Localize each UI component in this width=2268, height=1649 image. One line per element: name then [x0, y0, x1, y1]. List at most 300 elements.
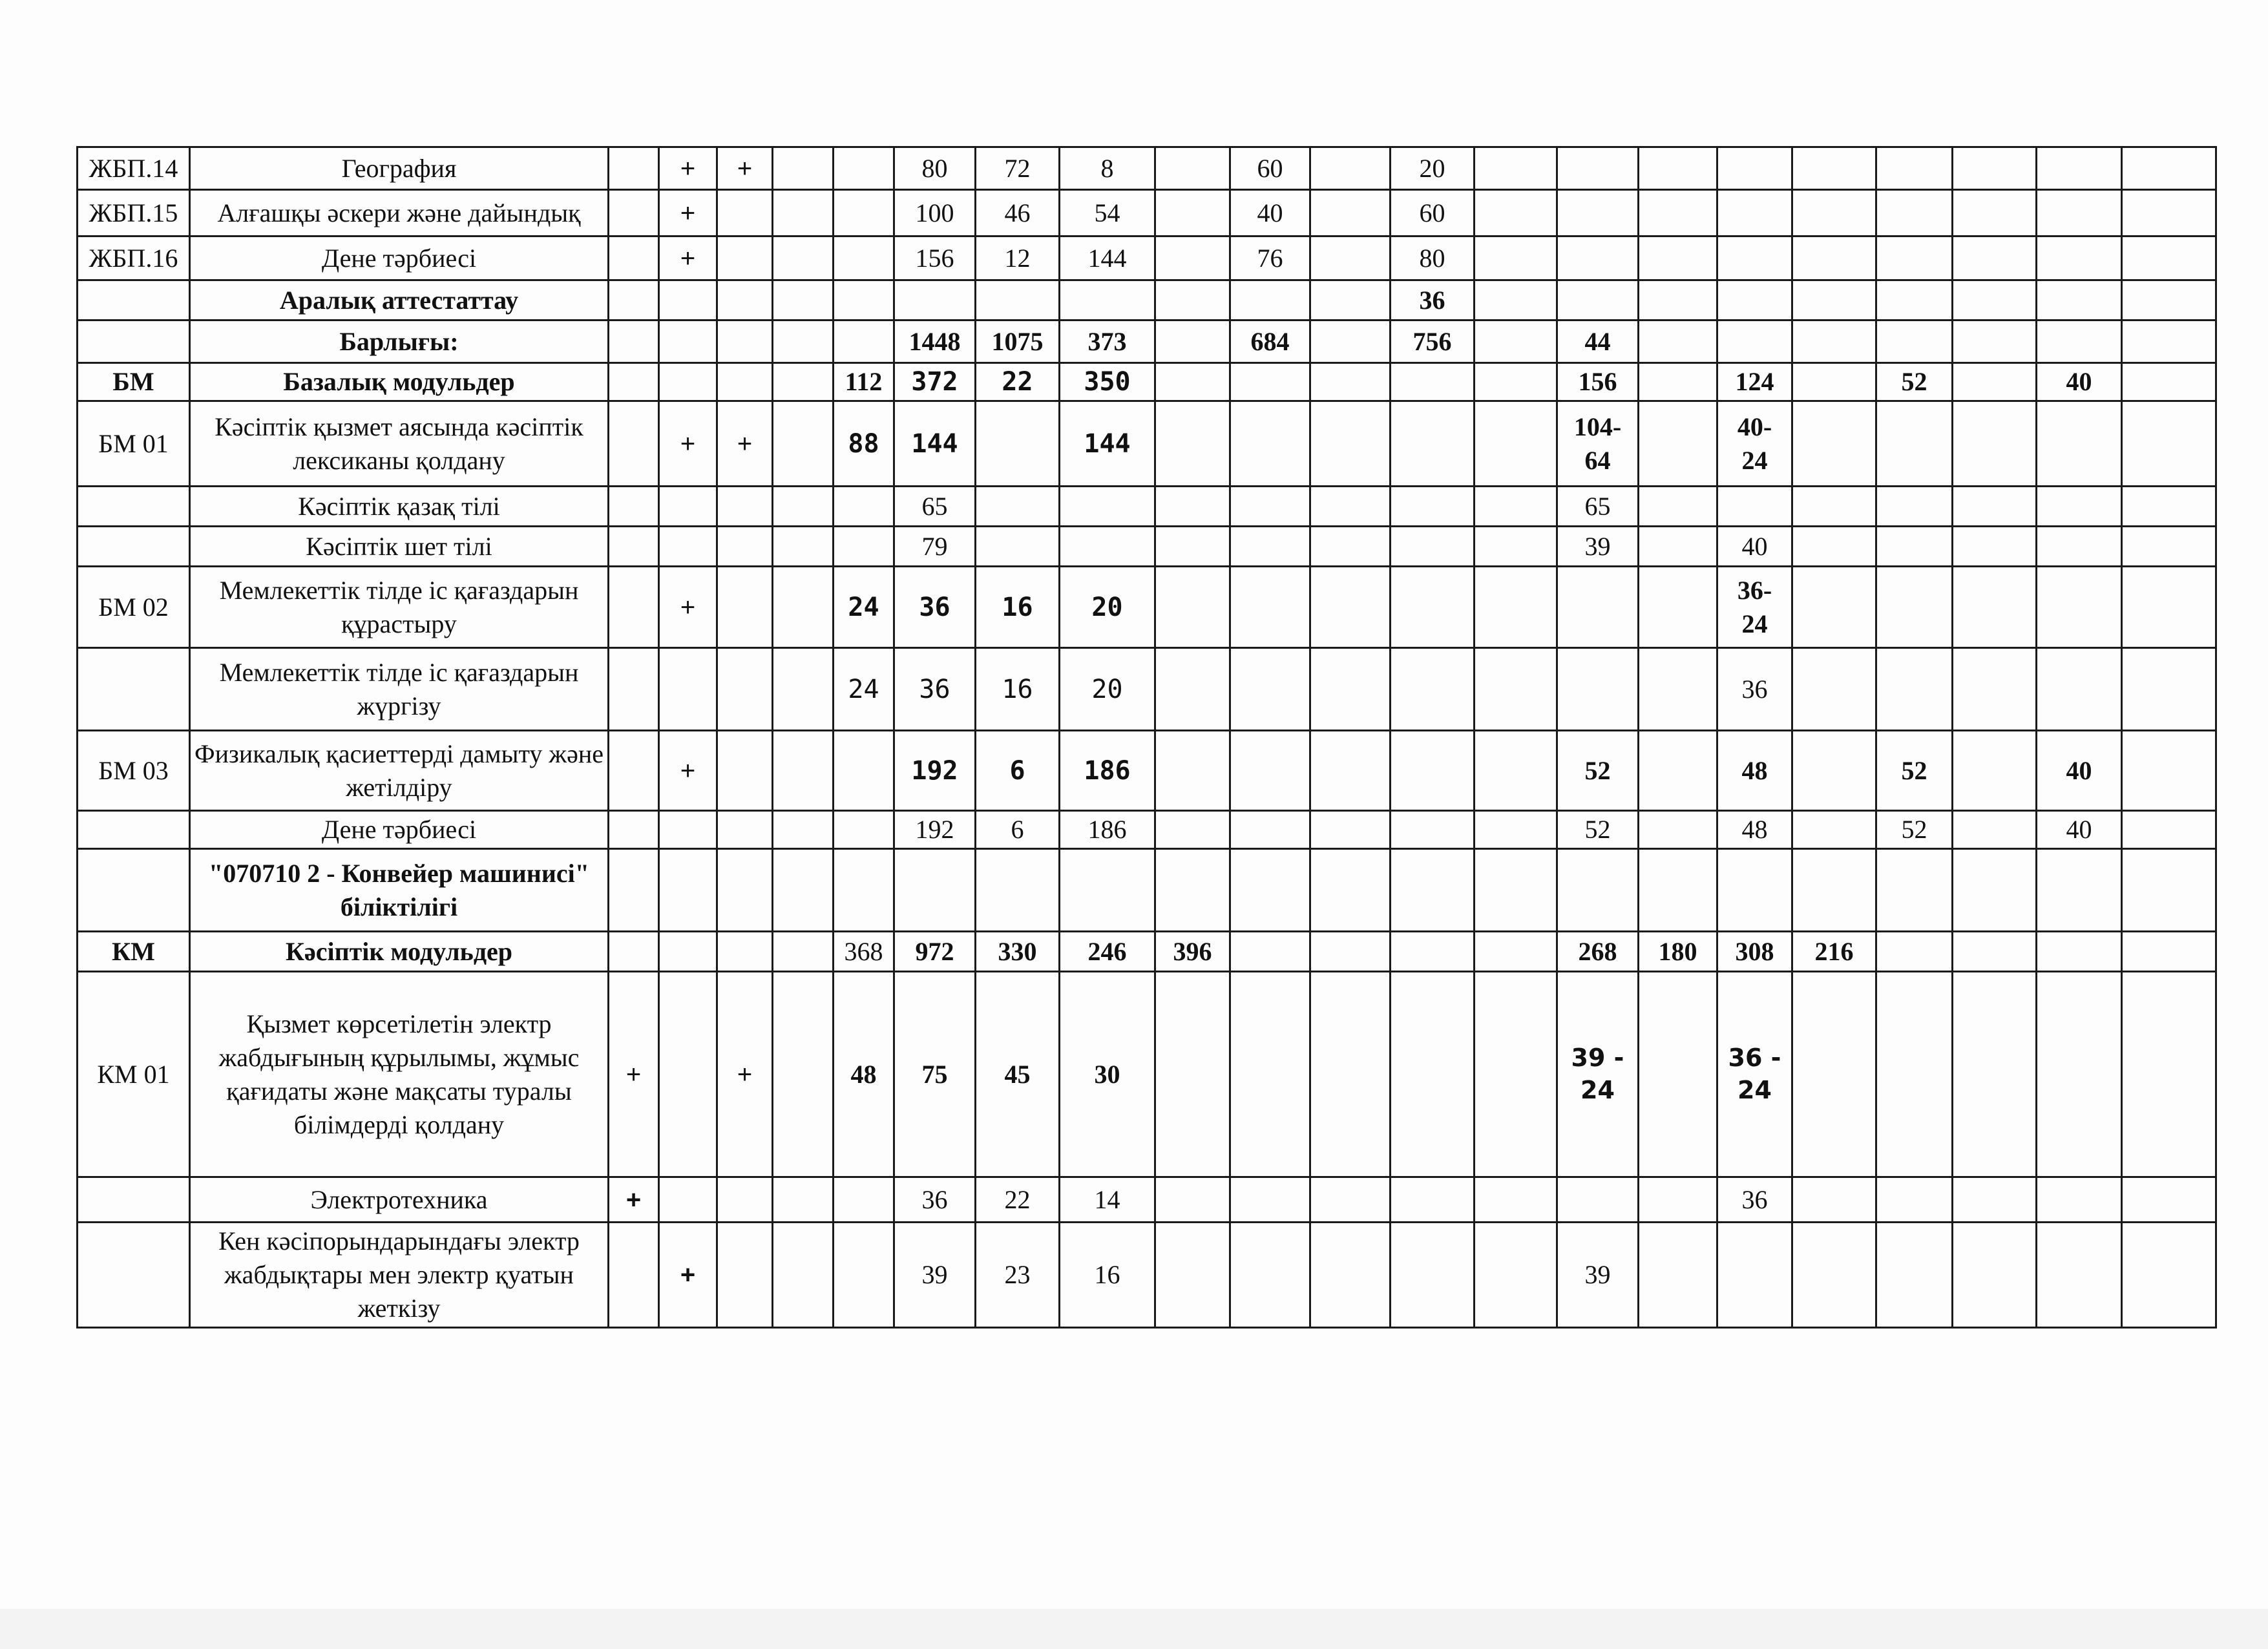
cell: 60 — [1230, 147, 1310, 190]
cell: 72 — [976, 147, 1060, 190]
cell — [1475, 1177, 1557, 1223]
cell — [1953, 236, 2037, 280]
cell — [2122, 811, 2216, 849]
cell — [717, 1223, 773, 1328]
cell — [659, 1177, 717, 1223]
cell: 30 — [1060, 972, 1155, 1177]
cell — [1310, 811, 1391, 849]
cell — [2122, 363, 2216, 401]
cell: 14 — [1060, 1177, 1155, 1223]
cell — [1230, 932, 1310, 972]
cell — [1953, 731, 2037, 811]
cell — [2122, 320, 2216, 363]
cell — [1391, 849, 1475, 932]
cell — [717, 1177, 773, 1223]
cell — [894, 849, 976, 932]
cell — [1475, 236, 1557, 280]
cell: + — [659, 1223, 717, 1328]
module-code: ЖБП.14 — [78, 147, 190, 190]
cell — [1475, 280, 1557, 320]
cell — [1717, 190, 1792, 236]
cell: 36 — [1717, 648, 1792, 731]
cell: 972 — [894, 932, 976, 972]
cell — [609, 280, 659, 320]
cell: 124 — [1717, 363, 1792, 401]
cell — [659, 527, 717, 567]
cell: 48 — [1717, 731, 1792, 811]
cell: 216 — [1792, 932, 1876, 972]
cell — [834, 236, 894, 280]
cell — [1792, 527, 1876, 567]
qualification-heading: "070710 2 - Конвейер машинисі" біліктілігі — [190, 849, 609, 932]
cell — [609, 567, 659, 648]
cell — [659, 280, 717, 320]
cell — [609, 811, 659, 849]
cell — [1792, 401, 1876, 487]
cell — [1155, 320, 1230, 363]
cell — [1717, 280, 1792, 320]
cell: 80 — [894, 147, 976, 190]
table-row — [78, 811, 2216, 849]
cell — [1953, 527, 2037, 567]
cell — [1876, 932, 1953, 972]
module-code — [78, 648, 190, 731]
table-row — [78, 932, 2216, 972]
module-code — [78, 1177, 190, 1223]
cell — [609, 932, 659, 972]
cell — [2122, 849, 2216, 932]
cell — [2122, 1223, 2216, 1328]
cell — [1475, 648, 1557, 731]
cell — [2122, 731, 2216, 811]
cell — [1155, 190, 1230, 236]
cell — [1391, 648, 1475, 731]
cell — [1792, 1177, 1876, 1223]
cell — [773, 280, 834, 320]
cell — [1155, 487, 1230, 527]
cell: + — [717, 147, 773, 190]
cell — [1876, 648, 1953, 731]
cell — [1953, 487, 2037, 527]
cell: 80 — [1391, 236, 1475, 280]
table-row — [78, 320, 2216, 363]
cell — [1475, 401, 1557, 487]
cell — [1475, 567, 1557, 648]
cell: 372 — [894, 363, 976, 401]
cell: 22 — [976, 1177, 1060, 1223]
cell: 65 — [894, 487, 976, 527]
cell: 48 — [834, 972, 894, 1177]
cell — [1876, 1223, 1953, 1328]
cell — [773, 190, 834, 236]
cell — [1639, 1223, 1717, 1328]
cell — [1310, 487, 1391, 527]
cell — [1792, 811, 1876, 849]
cell: 8 — [1060, 147, 1155, 190]
cell — [834, 849, 894, 932]
cell: 330 — [976, 932, 1060, 972]
cell — [834, 1177, 894, 1223]
module-name: Кен кәсіпорындарындағы электр жабдықтары мен электр қуатын жеткізу — [190, 1223, 609, 1328]
cell — [1391, 363, 1475, 401]
cell — [1310, 1177, 1391, 1223]
module-code: ЖБП.16 — [78, 236, 190, 280]
cell — [894, 280, 976, 320]
cell: + — [609, 972, 659, 1177]
cell — [1557, 236, 1639, 280]
cell: 75 — [894, 972, 976, 1177]
cell: + — [717, 401, 773, 487]
cell — [717, 320, 773, 363]
cell: 1075 — [976, 320, 1060, 363]
cell: 156 — [1557, 363, 1639, 401]
cell — [773, 320, 834, 363]
cell — [1792, 1223, 1876, 1328]
cell — [773, 487, 834, 527]
cell — [976, 849, 1060, 932]
cell — [773, 527, 834, 567]
cell — [1230, 363, 1310, 401]
cell — [609, 487, 659, 527]
cell — [1155, 811, 1230, 849]
module-code — [78, 320, 190, 363]
cell — [1876, 972, 1953, 1177]
table-row — [78, 527, 2216, 567]
cell — [1953, 147, 2037, 190]
cell — [1792, 567, 1876, 648]
cell — [1475, 363, 1557, 401]
cell: 40- 24 — [1717, 401, 1792, 487]
cell — [2122, 487, 2216, 527]
cell — [1475, 849, 1557, 932]
cell — [1310, 280, 1391, 320]
cell — [2122, 280, 2216, 320]
cell — [1639, 363, 1717, 401]
cell: 36 — [894, 567, 976, 648]
cell: 23 — [976, 1223, 1060, 1328]
cell — [1060, 527, 1155, 567]
cell — [1876, 1177, 1953, 1223]
cell — [2037, 401, 2122, 487]
cell: 22 — [976, 363, 1060, 401]
cell — [1310, 1223, 1391, 1328]
cell — [1230, 567, 1310, 648]
cell: 52 — [1557, 811, 1639, 849]
cell — [1230, 1223, 1310, 1328]
cell — [1310, 648, 1391, 731]
cell: 45 — [976, 972, 1060, 1177]
cell — [1717, 1223, 1792, 1328]
cell — [1557, 849, 1639, 932]
cell — [1230, 811, 1310, 849]
cell — [773, 236, 834, 280]
cell — [1391, 487, 1475, 527]
module-name: Электротехника — [190, 1177, 609, 1223]
cell — [1557, 1177, 1639, 1223]
cell — [609, 527, 659, 567]
module-name: Кәсіптік модульдер — [190, 932, 609, 972]
cell — [1792, 363, 1876, 401]
cell — [2037, 527, 2122, 567]
cell: 24 — [834, 648, 894, 731]
cell — [1310, 849, 1391, 932]
cell — [1475, 972, 1557, 1177]
table-row — [78, 363, 2216, 401]
cell — [1230, 527, 1310, 567]
cell — [834, 527, 894, 567]
cell: 6 — [976, 811, 1060, 849]
cell — [1792, 487, 1876, 527]
cell — [1792, 320, 1876, 363]
cell — [1391, 731, 1475, 811]
cell — [1155, 280, 1230, 320]
cell — [1953, 811, 2037, 849]
cell — [717, 236, 773, 280]
cell: 268 — [1557, 932, 1639, 972]
cell: 36 - 24 — [1717, 972, 1792, 1177]
cell: 192 — [894, 811, 976, 849]
cell — [1876, 527, 1953, 567]
cell — [1953, 932, 2037, 972]
cell — [834, 731, 894, 811]
cell — [1953, 401, 2037, 487]
module-name: Физикалық қасиеттерді дамыту және жетілдіру — [190, 731, 609, 811]
cell — [1310, 190, 1391, 236]
cell — [2037, 1177, 2122, 1223]
module-code — [78, 487, 190, 527]
cell — [773, 731, 834, 811]
cell: 20 — [1391, 147, 1475, 190]
cell — [976, 487, 1060, 527]
cell — [659, 487, 717, 527]
cell: 40 — [2037, 363, 2122, 401]
cell — [2122, 147, 2216, 190]
cell — [1475, 1223, 1557, 1328]
cell — [1953, 320, 2037, 363]
scan-edge — [0, 1609, 2268, 1649]
cell — [2037, 849, 2122, 932]
cell — [976, 527, 1060, 567]
cell: 144 — [1060, 401, 1155, 487]
cell — [609, 1223, 659, 1328]
cell: + — [659, 731, 717, 811]
cell: 16 — [1060, 1223, 1155, 1328]
module-code — [78, 527, 190, 567]
cell: 48 — [1717, 811, 1792, 849]
cell — [1639, 1177, 1717, 1223]
cell — [1557, 280, 1639, 320]
cell — [1155, 1223, 1230, 1328]
cell — [1475, 811, 1557, 849]
cell — [659, 811, 717, 849]
module-code: ЖБП.15 — [78, 190, 190, 236]
cell — [717, 731, 773, 811]
cell — [609, 648, 659, 731]
cell — [717, 849, 773, 932]
cell: 144 — [1060, 236, 1155, 280]
cell — [1876, 567, 1953, 648]
cell — [773, 849, 834, 932]
cell — [2037, 147, 2122, 190]
cell: 39 - 24 — [1557, 972, 1639, 1177]
cell — [2122, 972, 2216, 1177]
cell — [1475, 190, 1557, 236]
cell: 112 — [834, 363, 894, 401]
cell — [1391, 932, 1475, 972]
table-row — [78, 487, 2216, 527]
cell: 76 — [1230, 236, 1310, 280]
cell — [1310, 932, 1391, 972]
cell — [1792, 972, 1876, 1177]
cell — [1230, 731, 1310, 811]
cell: 246 — [1060, 932, 1155, 972]
cell — [1953, 280, 2037, 320]
cell — [1876, 401, 1953, 487]
cell — [1230, 401, 1310, 487]
module-name: Аралық аттестаттау — [190, 280, 609, 320]
cell — [1953, 567, 2037, 648]
module-name: Дене тәрбиесі — [190, 236, 609, 280]
module-name: Алғашқы әскери және дайындық — [190, 190, 609, 236]
table-row — [78, 280, 2216, 320]
cell — [1792, 731, 1876, 811]
cell — [976, 280, 1060, 320]
cell — [659, 932, 717, 972]
cell — [609, 236, 659, 280]
cell — [609, 401, 659, 487]
module-code — [78, 811, 190, 849]
cell — [717, 280, 773, 320]
cell: 20 — [1060, 567, 1155, 648]
cell — [1639, 849, 1717, 932]
module-name: Кәсіптік қызмет аясында кәсіптік лексиканы қолдану — [190, 401, 609, 487]
cell: 36- 24 — [1717, 567, 1792, 648]
cell: 36 — [894, 648, 976, 731]
cell — [1310, 731, 1391, 811]
cell — [1230, 487, 1310, 527]
table-row — [78, 567, 2216, 648]
cell — [1717, 236, 1792, 280]
cell — [773, 1223, 834, 1328]
cell — [659, 648, 717, 731]
table-row — [78, 147, 2216, 190]
cell — [659, 972, 717, 1177]
cell — [2037, 648, 2122, 731]
cell: 36 — [894, 1177, 976, 1223]
cell — [773, 811, 834, 849]
cell — [1876, 849, 1953, 932]
module-code: КМ — [78, 932, 190, 972]
cell — [717, 363, 773, 401]
cell — [1155, 363, 1230, 401]
cell — [1876, 236, 1953, 280]
cell: 373 — [1060, 320, 1155, 363]
cell: 36 — [1717, 1177, 1792, 1223]
cell — [773, 363, 834, 401]
cell — [1475, 932, 1557, 972]
cell — [2122, 401, 2216, 487]
cell — [609, 731, 659, 811]
cell — [1953, 363, 2037, 401]
cell — [1475, 527, 1557, 567]
cell: 180 — [1639, 932, 1717, 972]
cell: + — [659, 147, 717, 190]
cell: 39 — [894, 1223, 976, 1328]
cell: 60 — [1391, 190, 1475, 236]
cell — [1717, 320, 1792, 363]
module-code — [78, 280, 190, 320]
cell — [717, 648, 773, 731]
cell — [1876, 320, 1953, 363]
cell: + — [609, 1177, 659, 1223]
cell — [1876, 190, 1953, 236]
cell — [1639, 280, 1717, 320]
cell — [717, 567, 773, 648]
cell — [1230, 280, 1310, 320]
cell: 39 — [1557, 527, 1639, 567]
module-name: Қызмет көрсетілетін электр жабдығының құрылымы, жұмыс қағидаты және мақсаты туралы білімдерді қолдану — [190, 972, 609, 1177]
cell — [717, 190, 773, 236]
cell — [1639, 972, 1717, 1177]
cell: 6 — [976, 731, 1060, 811]
cell — [2122, 190, 2216, 236]
cell: 39 — [1557, 1223, 1639, 1328]
module-name: Мемлекеттік тілде іс қағаздарын құрастыру — [190, 567, 609, 648]
cell: 16 — [976, 567, 1060, 648]
cell — [1557, 567, 1639, 648]
cell — [1310, 401, 1391, 487]
cell — [1155, 849, 1230, 932]
cell — [1876, 280, 1953, 320]
module-name: Кәсіптік шет тілі — [190, 527, 609, 567]
cell — [609, 190, 659, 236]
cell — [1717, 487, 1792, 527]
module-code — [78, 1223, 190, 1328]
cell — [1155, 527, 1230, 567]
cell — [609, 147, 659, 190]
cell: 40 — [1230, 190, 1310, 236]
cell — [659, 363, 717, 401]
cell — [659, 320, 717, 363]
cell — [1230, 849, 1310, 932]
cell: 144 — [894, 401, 976, 487]
cell: 756 — [1391, 320, 1475, 363]
cell — [1792, 849, 1876, 932]
cell — [1953, 849, 2037, 932]
cell: 396 — [1155, 932, 1230, 972]
cell: 40 — [2037, 731, 2122, 811]
cell: 40 — [2037, 811, 2122, 849]
module-name: Мемлекеттік тілде іс қағаздарын жүргізу — [190, 648, 609, 731]
cell: 24 — [834, 567, 894, 648]
cell: 52 — [1876, 363, 1953, 401]
cell — [773, 401, 834, 487]
cell — [1876, 147, 1953, 190]
cell — [1391, 972, 1475, 1177]
cell: 308 — [1717, 932, 1792, 972]
cell — [1792, 190, 1876, 236]
cell — [1639, 236, 1717, 280]
table-row — [78, 190, 2216, 236]
module-code: БМ 03 — [78, 731, 190, 811]
table-row — [78, 236, 2216, 280]
cell — [717, 811, 773, 849]
curriculum-table — [76, 146, 2217, 1329]
cell: 79 — [894, 527, 976, 567]
cell — [1060, 849, 1155, 932]
cell — [834, 190, 894, 236]
cell — [1155, 731, 1230, 811]
